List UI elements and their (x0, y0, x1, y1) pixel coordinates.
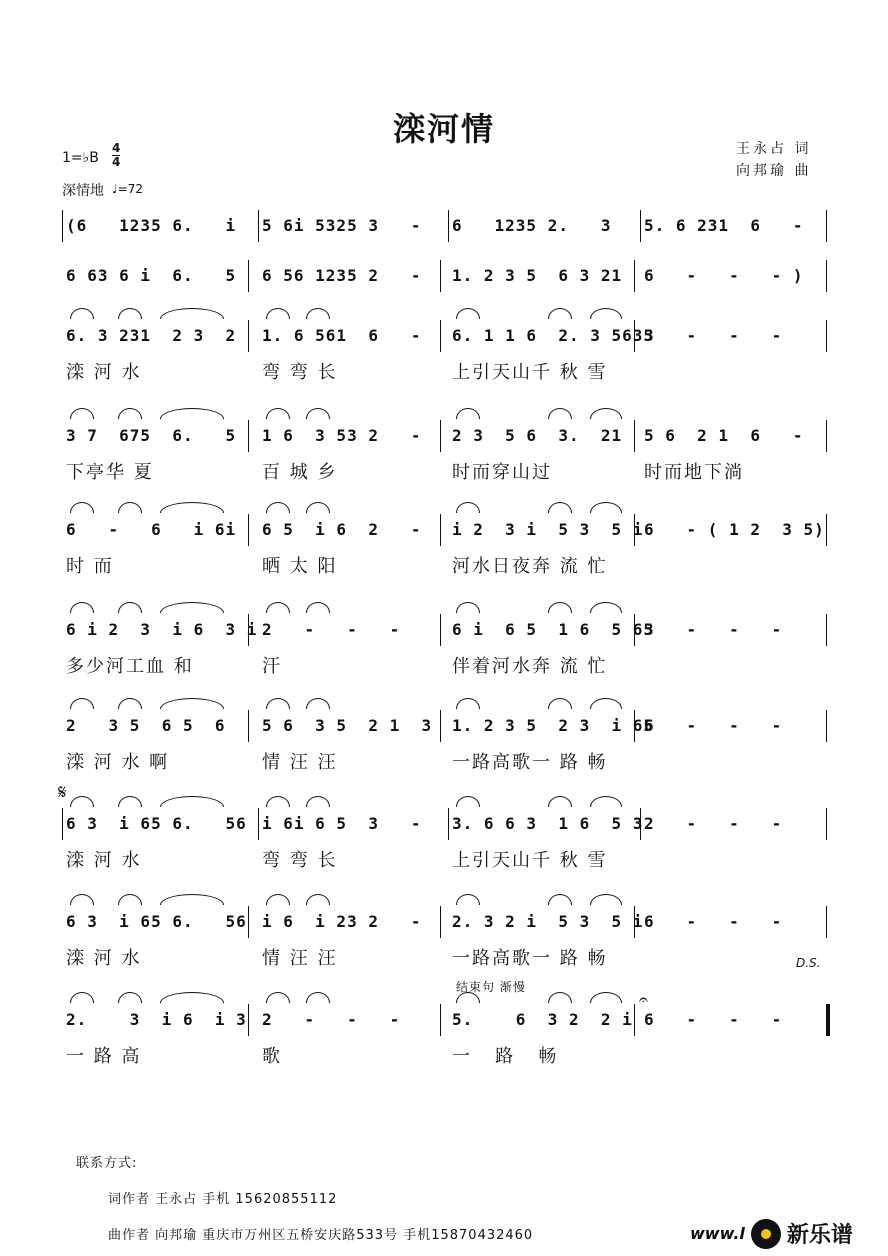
slur-arc (456, 698, 480, 709)
slur-arc (266, 698, 290, 709)
slur-arc (306, 698, 330, 709)
slur-arc (590, 502, 622, 513)
tempo-word: 深情地 (62, 183, 104, 199)
bar-line (634, 260, 635, 292)
measure-notes: 1. 2 3 5 2 3 i 65 (452, 716, 655, 735)
bar-line (248, 514, 249, 546)
bar-line (634, 514, 635, 546)
bar-line (440, 1004, 441, 1036)
slur-arc (118, 698, 142, 709)
bar-line (62, 808, 63, 840)
slur-arc (160, 308, 224, 319)
slur-arc (160, 502, 224, 513)
lyric-line: 情 汪 汪 (262, 948, 338, 969)
slur-arc (306, 602, 330, 613)
bar-line (248, 614, 249, 646)
measure-notes: 6 63 6 i 6. 5 (66, 266, 237, 285)
bar-line (826, 514, 827, 546)
slur-arc (266, 796, 290, 807)
bar-line (258, 808, 259, 840)
slur-arc (590, 796, 622, 807)
measure-notes: 6 56 1235 2 - (262, 266, 422, 285)
lyric-line: 上引天山千 秋 雪 (452, 362, 608, 383)
bar-line (440, 260, 441, 292)
slur-arc (160, 894, 224, 905)
slur-arc (306, 502, 330, 513)
measure-notes: 1 6 3 53 2 - (262, 426, 422, 445)
slur-arc (118, 602, 142, 613)
lyric-line: 时而地下淌 (644, 462, 744, 483)
measure-notes: 6 - - - ) (644, 266, 804, 285)
lyric-line: 汗 (262, 656, 282, 677)
slur-arc (70, 408, 94, 419)
slur-arc (456, 502, 480, 513)
measure-notes: 5 6 3 5 2 1 3 (262, 716, 433, 735)
bar-line (448, 808, 449, 840)
lyric-line: 弯 弯 长 (262, 362, 338, 383)
bar-line (640, 210, 641, 242)
bar-line (826, 1004, 830, 1036)
lyric-line: 滦 河 水 (66, 948, 142, 969)
slur-arc (266, 992, 290, 1003)
bar-line (440, 906, 441, 938)
slur-arc (456, 308, 480, 319)
measure-notes: 2 - - - (644, 814, 783, 833)
slur-arc (160, 698, 224, 709)
slur-arc (456, 894, 480, 905)
bar-line (634, 710, 635, 742)
lyric-line: 百 城 乡 (262, 462, 338, 483)
slur-arc (548, 602, 572, 613)
slur-arc (548, 408, 572, 419)
bar-line (440, 514, 441, 546)
slur-arc (590, 602, 622, 613)
composer-contact: 曲作者 向邦瑜 重庆市万州区五桥安庆路533号 手机15870432460 (108, 1228, 534, 1243)
slur-arc (590, 308, 622, 319)
lyric-line: 歌 (262, 1046, 282, 1067)
slur-arc (118, 796, 142, 807)
bar-line (248, 260, 249, 292)
measure-notes: 1. 2 3 5 6 3 21 (452, 266, 623, 285)
bar-line (640, 808, 641, 840)
lyric-line: 伴着河水奔 流 忙 (452, 656, 608, 677)
lyric-line: 滦 河 水 (66, 362, 142, 383)
slur-arc (70, 796, 94, 807)
music-disc-icon (751, 1219, 781, 1249)
measure-notes: 2 3 5 6 5 6 (66, 716, 226, 735)
measure-notes: 5. 6 3 2 2 i (452, 1010, 633, 1029)
slur-arc (118, 992, 142, 1003)
bar-line (440, 320, 441, 352)
slur-arc (266, 894, 290, 905)
lyric-line: 下亭华 夏 (66, 462, 154, 483)
measure-notes: i 2 3 i 5 3 5 i (452, 520, 644, 539)
slur-arc (306, 408, 330, 419)
measure-notes: 6 3 i 65 6. 56 (66, 814, 247, 833)
watermark-name: 新乐谱 (786, 1223, 853, 1248)
lyric-line: 一路高歌一 路 畅 (452, 948, 608, 969)
slur-arc (548, 698, 572, 709)
key-signature: 1=♭B (62, 150, 99, 166)
bar-line (62, 210, 63, 242)
lyric-line: 晒 太 阳 (262, 556, 338, 577)
bar-line (634, 1004, 635, 1036)
lyric-line: 一 路 畅 (452, 1046, 559, 1067)
slur-arc (590, 408, 622, 419)
measure-notes: 6 3 i 65 6. 56 (66, 912, 247, 931)
measure-notes: 5. 6 231 6 - (644, 216, 804, 235)
slur-arc (160, 602, 224, 613)
slur-arc (266, 308, 290, 319)
measure-notes: 6 i 6 5 1 6 5 65 (452, 620, 655, 639)
lyric-line: 弯 弯 长 (262, 850, 338, 871)
slur-arc (590, 894, 622, 905)
slur-arc (306, 796, 330, 807)
slur-arc (548, 502, 572, 513)
bar-line (248, 420, 249, 452)
watermark-url: www.l (690, 1224, 745, 1243)
measure-notes: 3 7 675 6. 5 (66, 426, 237, 445)
measure-notes: i 6 i 23 2 - (262, 912, 422, 931)
measure-notes: 2 - - - (262, 1010, 401, 1029)
lyric-line: 河水日夜奔 流 忙 (452, 556, 608, 577)
slur-arc (456, 796, 480, 807)
slur-arc (590, 992, 622, 1003)
slur-arc (160, 992, 224, 1003)
time-sig-bottom: 4 (112, 155, 121, 169)
measure-notes: 2 3 5 6 3. 21 (452, 426, 623, 445)
lyric-line: 多少河工血 和 (66, 656, 194, 677)
slur-arc (590, 698, 622, 709)
bar-line (826, 906, 827, 938)
contact-heading: 联系方式: (76, 1156, 138, 1171)
slur-arc (70, 894, 94, 905)
slur-arc (118, 308, 142, 319)
lyric-line: 情 汪 汪 (262, 752, 338, 773)
fermata-icon: 𝄐 (639, 990, 648, 1009)
measure-notes: 6 - ( 1 2 3 5) (644, 520, 825, 539)
bar-line (826, 260, 827, 292)
bar-line (634, 320, 635, 352)
lyric-line: 一路高歌一 路 畅 (452, 752, 608, 773)
measure-notes: 5 6i 5325 3 - (262, 216, 422, 235)
measure-notes: 3. 6 6 3 1 6 5 3 (452, 814, 644, 833)
bar-line (826, 710, 827, 742)
bar-line (634, 906, 635, 938)
slur-arc (456, 602, 480, 613)
ds-mark: D.S. (796, 956, 821, 970)
measure-notes: i 6i 6 5 3 - (262, 814, 422, 833)
bar-line (248, 710, 249, 742)
slur-arc (548, 992, 572, 1003)
slur-arc (70, 502, 94, 513)
lyric-line: 滦 河 水 啊 (66, 752, 170, 773)
bar-line (826, 808, 827, 840)
measure-notes: 2 - - - (262, 620, 401, 639)
slur-arc (118, 894, 142, 905)
slur-arc (548, 308, 572, 319)
measure-notes: 6 1235 2. 3 (452, 216, 612, 235)
bar-line (826, 420, 827, 452)
bar-line (258, 210, 259, 242)
bar-line (826, 210, 827, 242)
measure-notes: 2. 3 i 6 i 3 (66, 1010, 247, 1029)
measure-notes: 6 i 2 3 i 6 3 i (66, 620, 258, 639)
slur-arc (306, 308, 330, 319)
bar-line (248, 1004, 249, 1036)
measure-notes: 6 - - - (644, 912, 783, 931)
measure-notes: 6 - - - (644, 1010, 783, 1029)
slur-arc (70, 602, 94, 613)
slur-arc (456, 408, 480, 419)
measure-notes: 2. 3 2 i 5 3 5 i (452, 912, 644, 931)
slur-arc (70, 992, 94, 1003)
lyric-line: 滦 河 水 (66, 850, 142, 871)
bar-line (634, 420, 635, 452)
measure-notes: 6. 3 231 2 3 2 (66, 326, 237, 345)
lyricist-contact: 词作者 王永占 手机 15620855112 (108, 1192, 338, 1207)
measure-notes: 1. 6 561 6 - (262, 326, 422, 345)
composer-credit: 向邦瑜 曲 (736, 163, 812, 179)
slur-arc (118, 502, 142, 513)
slur-arc (306, 992, 330, 1003)
measure-notes: 6. 1 1 6 2. 3 5635 (452, 326, 655, 345)
slur-arc (70, 698, 94, 709)
watermark (690, 1218, 853, 1249)
segno-sign: 𝄋 (58, 780, 67, 804)
bar-line (448, 210, 449, 242)
tempo-value: ♩=72 (112, 182, 143, 196)
measure-notes: (6 1235 6. i (66, 216, 237, 235)
bar-line (634, 614, 635, 646)
lyric-line: 时而穿山过 (452, 462, 552, 483)
time-signature (112, 142, 120, 169)
slur-arc (160, 796, 224, 807)
bar-line (826, 614, 827, 646)
bar-line (440, 710, 441, 742)
bar-line (440, 420, 441, 452)
lyricist-credit: 王永占 词 (736, 141, 812, 157)
measure-notes: 3 - - - (644, 620, 783, 639)
slur-arc (548, 894, 572, 905)
measure-notes: 6 - - - (644, 716, 783, 735)
slur-arc (160, 408, 224, 419)
measure-notes: 3 - - - (644, 326, 783, 345)
ending-text: 结束句 渐慢 (456, 980, 526, 994)
bar-line (826, 320, 827, 352)
lyric-line: 时 而 (66, 556, 114, 577)
bar-line (440, 614, 441, 646)
measure-notes: 5 6 2 1 6 - (644, 426, 804, 445)
slur-arc (306, 894, 330, 905)
slur-arc (548, 796, 572, 807)
measure-notes: 6 - 6 i 6i (66, 520, 237, 539)
measure-notes: 6 5 i 6 2 - (262, 520, 422, 539)
song-title: 滦河情 (392, 110, 495, 148)
slur-arc (118, 408, 142, 419)
bar-line (248, 320, 249, 352)
lyric-line: 一 路 高 (66, 1046, 142, 1067)
slur-arc (266, 408, 290, 419)
lyric-line: 上引天山千 秋 雪 (452, 850, 608, 871)
slur-arc (70, 308, 94, 319)
bar-line (248, 906, 249, 938)
time-sig-top: 4 (112, 141, 121, 155)
slur-arc (266, 602, 290, 613)
slur-arc (266, 502, 290, 513)
